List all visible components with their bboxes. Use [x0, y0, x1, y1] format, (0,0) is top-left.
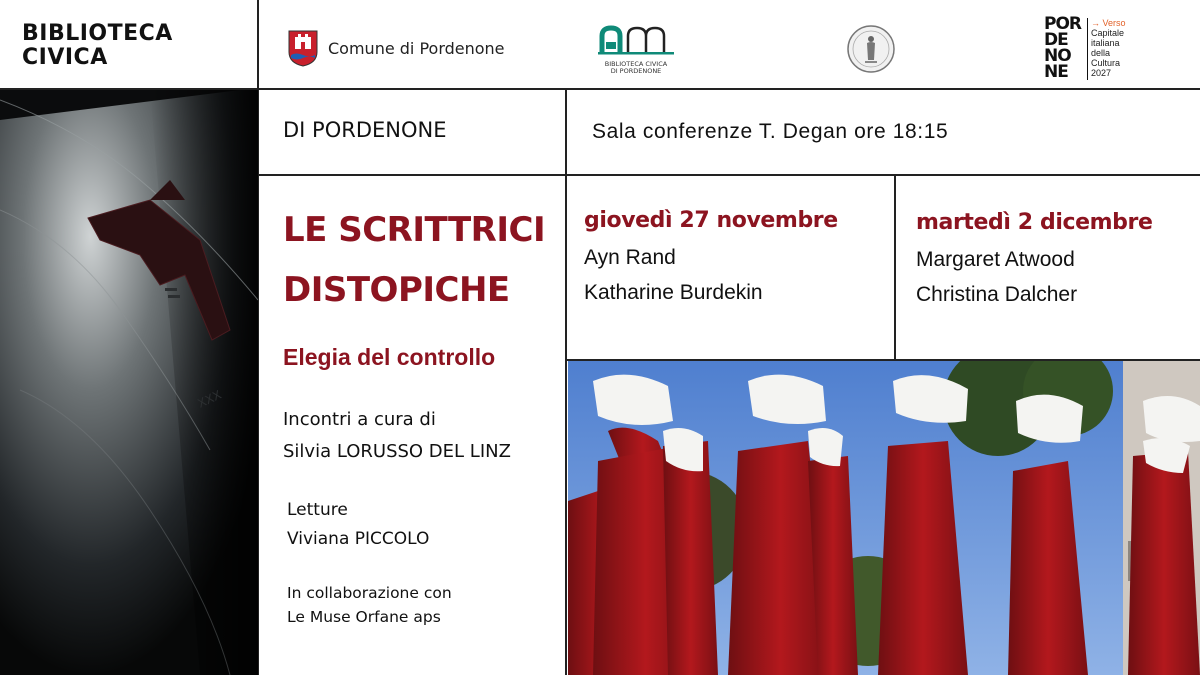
pn-line1: POR — [1044, 14, 1082, 34]
comune-label: Comune di Pordenone — [328, 38, 505, 58]
pn-side2: italiana — [1091, 38, 1120, 48]
muse-seal-icon — [846, 24, 896, 74]
event-1-author-1: Ayn Rand — [584, 246, 676, 269]
book-cover-photo — [0, 90, 258, 675]
library-logo-icon — [598, 24, 674, 56]
pn-side1: Capitale — [1091, 28, 1125, 38]
dates-divider — [894, 174, 896, 360]
row2-divider — [258, 174, 1200, 176]
event-1-author-2: Katharine Burdekin — [584, 281, 763, 304]
event-2-author-2: Christina Dalcher — [916, 283, 1078, 306]
comune-logo — [286, 28, 505, 68]
library-logo-text — [598, 61, 674, 75]
pordenone-capitale-logo — [1044, 16, 1126, 80]
pn-verso: → Verso — [1091, 18, 1126, 28]
event-date-1: giovedì 27 novembre — [584, 208, 838, 233]
muse-orfane-logo — [846, 24, 896, 79]
handmaids-photo — [568, 361, 1200, 675]
event-title-line1: LE SCRITTRICI — [283, 210, 546, 250]
book-cover-image — [0, 90, 258, 675]
venue-time: Sala conferenze T. Degan ore 18:15 — [592, 120, 949, 143]
event-title-line2: DISTOPICHE — [283, 270, 510, 310]
biblioteca-civica-logo — [598, 24, 674, 75]
library-logo-line2: DI PORDENONE — [610, 67, 662, 75]
svg-text:XXX: XXX — [195, 387, 224, 411]
brand-line2: CIVICA — [22, 45, 108, 70]
capitale-cultura-text — [1087, 18, 1126, 80]
reader-name: Viviana PICCOLO — [287, 529, 430, 549]
handmaids-image — [568, 361, 1200, 675]
event-2-author-1: Margaret Atwood — [916, 248, 1075, 271]
curator-name: Silvia LORUSSO DEL LINZ — [283, 441, 511, 462]
library-logo-line1: BIBLIOTECA CIVICA — [604, 60, 668, 68]
pn-line2: DE — [1044, 30, 1068, 50]
brand-line1: BIBLIOTECA — [22, 21, 173, 46]
pn-line3: NO — [1044, 46, 1071, 66]
curated-by-label: Incontri a cura di — [283, 409, 436, 430]
collaborator-name: Le Muse Orfane aps — [287, 608, 441, 626]
brand-title — [22, 22, 173, 70]
pordenone-wordmark — [1044, 16, 1081, 80]
collaboration-label: In collaborazione con — [287, 584, 452, 602]
event-subtitle: Elegia del controllo — [283, 344, 496, 370]
pn-line4: NE — [1044, 62, 1068, 82]
pn-side5: 2027 — [1091, 68, 1112, 78]
pn-side4: Cultura — [1091, 58, 1121, 68]
city-label: DI PORDENONE — [283, 118, 447, 142]
comune-crest-icon — [286, 28, 320, 68]
event-date-2: martedì 2 dicembre — [916, 210, 1153, 235]
pn-side3: della — [1091, 48, 1111, 58]
row2-venue-divider — [565, 88, 567, 675]
readings-label: Letture — [287, 500, 348, 520]
